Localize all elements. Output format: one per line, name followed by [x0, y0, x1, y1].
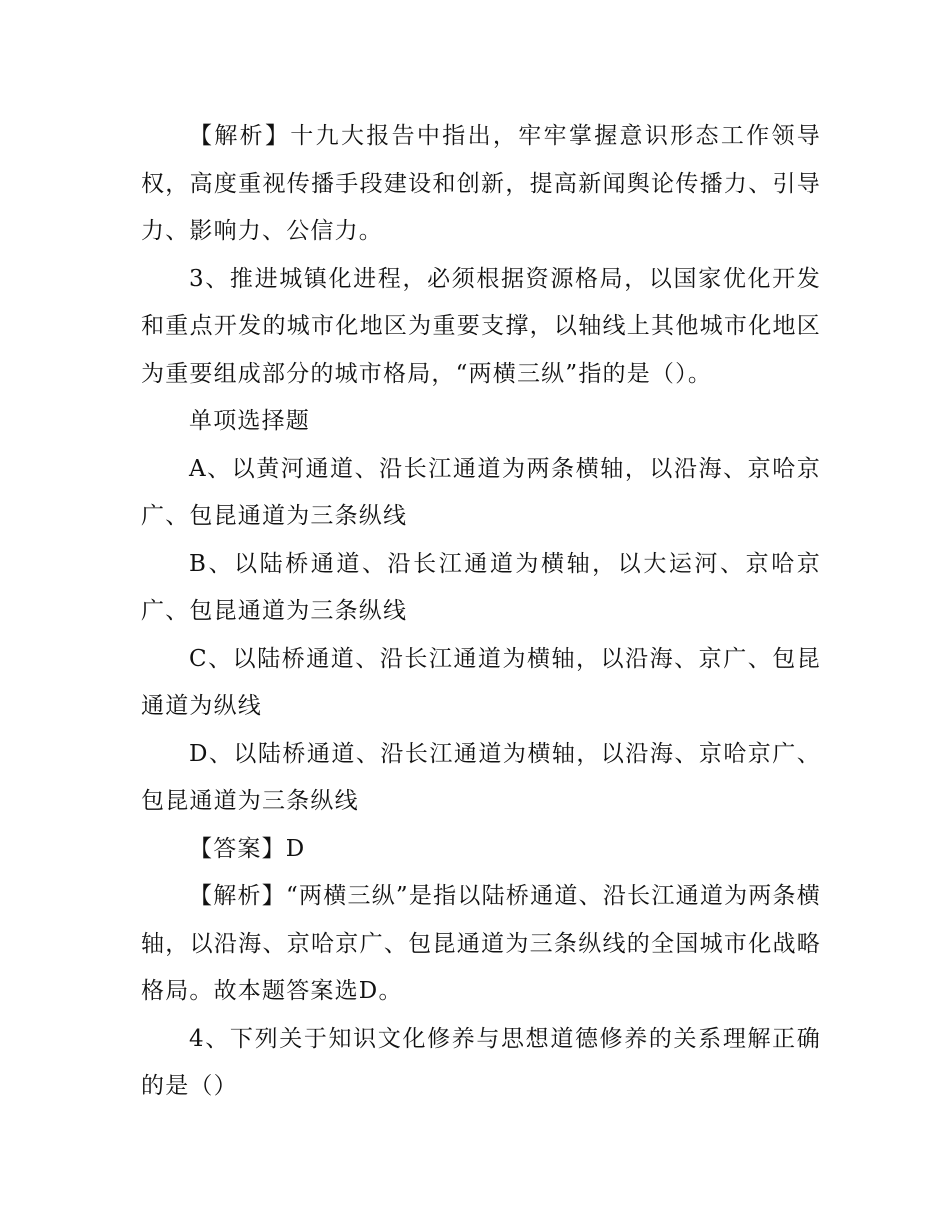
analysis-paragraph-q3: 【解析】“两横三纵”是指以陆桥通道、沿长江通道为两条横轴，以沿海、京哈京广、包昆通道为三条纵线的全国城市化战略格局。故本题答案选D。: [141, 883, 821, 1004]
option-d: D、以陆桥通道、沿长江通道为横轴，以沿海、京哈京广、包昆通道为三条纵线: [141, 740, 821, 814]
question-4-stem: 4、下列关于知识文化修养与思想道德修养的关系理解正确的是（）: [141, 1025, 821, 1099]
question-type-label: 单项选择题: [189, 408, 310, 434]
option-c: C、以陆桥通道、沿长江通道为横轴，以沿海、京广、包昆通道为纵线: [141, 645, 821, 719]
option-a: A、以黄河通道、沿长江通道为两条横轴，以沿海、京哈京广、包昆通道为三条纵线: [141, 455, 821, 529]
answer-line: 【答案】D: [189, 835, 306, 862]
analysis-paragraph-q2: 【解析】十九大报告中指出，牢牢掌握意识形态工作领导权，高度重视传播手段建设和创新，提高新闻舆论传播力、引导力、影响力、公信力。: [141, 123, 821, 244]
option-b: B、以陆桥通道、沿长江通道为横轴，以大运河、京哈京广、包昆通道为三条纵线: [141, 550, 821, 624]
question-3-stem: 3、推进城镇化进程，必须根据资源格局，以国家优化开发和重点开发的城市化地区为重要支撑，以轴线上其他城市化地区为重要组成部分的城市格局，“两横三纵”指的是（）。: [141, 265, 821, 387]
document-body: [141, 113, 821, 1111]
